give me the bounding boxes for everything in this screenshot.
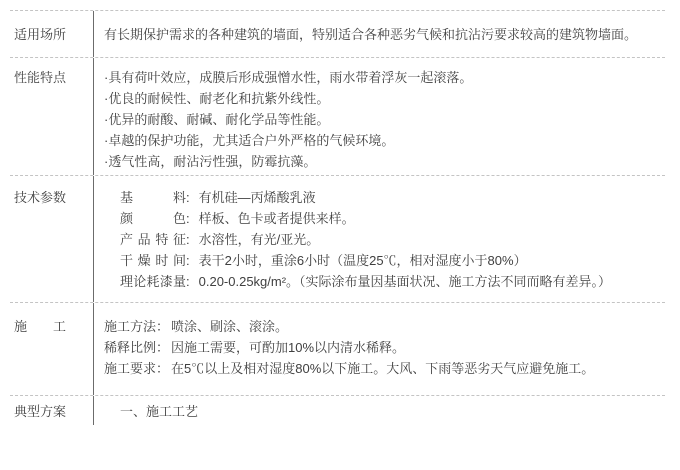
param-name: 理论耗漆量 bbox=[120, 274, 186, 289]
usage-label-cell bbox=[10, 11, 94, 57]
typical-label: 典型方案 bbox=[14, 404, 67, 419]
tech-param-row bbox=[120, 187, 659, 208]
construction-content-cell bbox=[94, 303, 665, 395]
tech-param-row bbox=[120, 250, 659, 271]
param-colon: ： bbox=[156, 340, 170, 355]
tech-param-row bbox=[120, 229, 659, 250]
param-colon: : bbox=[186, 274, 190, 289]
param-value: 0.20-0.25kg/m²。（实际涂布量因基面状况、施工方法不同而略有差异。） bbox=[198, 274, 612, 289]
typical-text: 一、施工工艺 bbox=[120, 404, 199, 419]
feature-item: ·透气性高，耐沾污性强，防霉抗藻。 bbox=[104, 154, 317, 169]
param-colon: ： bbox=[156, 361, 170, 376]
construction-label: 施工 bbox=[14, 319, 66, 334]
tech-param-row bbox=[120, 271, 659, 292]
param-name: 施工要求 bbox=[104, 361, 157, 376]
param-value: 有机硅—丙烯酸乳液 bbox=[198, 190, 316, 205]
tech-label: 技术参数 bbox=[14, 190, 67, 205]
param-name: 基料 bbox=[120, 190, 186, 205]
product-spec-table bbox=[10, 10, 665, 425]
features-label: 性能特点 bbox=[14, 70, 67, 85]
row-features bbox=[10, 57, 665, 175]
param-colon: : bbox=[186, 211, 190, 226]
param-value: 因施工需要，可酌加10%以内清水稀释。 bbox=[171, 340, 406, 355]
typical-label-cell bbox=[10, 396, 94, 425]
feature-item: ·优异的耐酸、耐碱、耐化学品等性能。 bbox=[104, 112, 330, 127]
feature-item: ·具有荷叶效应，成膜后形成强憎水性，雨水带着浮灰一起滚落。 bbox=[104, 70, 473, 85]
tech-param-row bbox=[120, 208, 659, 229]
param-value: 在5℃以上及相对湿度80%以下施工。大风、下雨等恶劣天气应避免施工。 bbox=[171, 361, 595, 376]
param-value: 喷涂、刷涂、滚涂。 bbox=[171, 319, 289, 334]
row-tech-params bbox=[10, 175, 665, 302]
row-construction bbox=[10, 302, 665, 395]
row-typical-plan bbox=[10, 395, 665, 425]
tech-content-cell bbox=[94, 176, 665, 302]
param-value: 样板、色卡或者提供来样。 bbox=[198, 211, 355, 226]
param-value: 表干2小时，重涂6小时（温度25℃，相对湿度小于80%） bbox=[198, 253, 527, 268]
param-name: 施工方法 bbox=[104, 319, 157, 334]
param-value: 水溶性，有光/亚光。 bbox=[198, 232, 320, 247]
param-name: 稀释比例 bbox=[104, 340, 157, 355]
typical-content-cell bbox=[94, 396, 665, 425]
param-colon: : bbox=[186, 190, 190, 205]
param-colon: ： bbox=[156, 319, 170, 334]
param-name: 颜色 bbox=[120, 211, 186, 226]
feature-item: ·卓越的保护功能，尤其适合户外严格的气候环境。 bbox=[104, 133, 395, 148]
param-colon: : bbox=[186, 232, 190, 247]
usage-label: 适用场所 bbox=[14, 27, 67, 42]
construction-param-row bbox=[104, 316, 659, 337]
row-usage bbox=[10, 10, 665, 57]
param-name: 干燥时间 bbox=[120, 253, 186, 268]
feature-item: ·优良的耐候性、耐老化和抗紫外线性。 bbox=[104, 91, 330, 106]
features-content-cell bbox=[94, 58, 665, 175]
features-label-cell bbox=[10, 58, 94, 175]
construction-label-cell bbox=[10, 303, 94, 395]
usage-content-cell bbox=[94, 11, 665, 57]
param-colon: : bbox=[186, 253, 190, 268]
param-name: 产品特征 bbox=[120, 232, 186, 247]
tech-label-cell bbox=[10, 176, 94, 302]
construction-param-row bbox=[104, 337, 659, 358]
construction-param-row bbox=[104, 358, 659, 379]
usage-text: 有长期保护需求的各种建筑的墙面，特别适合各种恶劣气候和抗沾污要求较高的建筑物墙面。 bbox=[104, 27, 638, 42]
